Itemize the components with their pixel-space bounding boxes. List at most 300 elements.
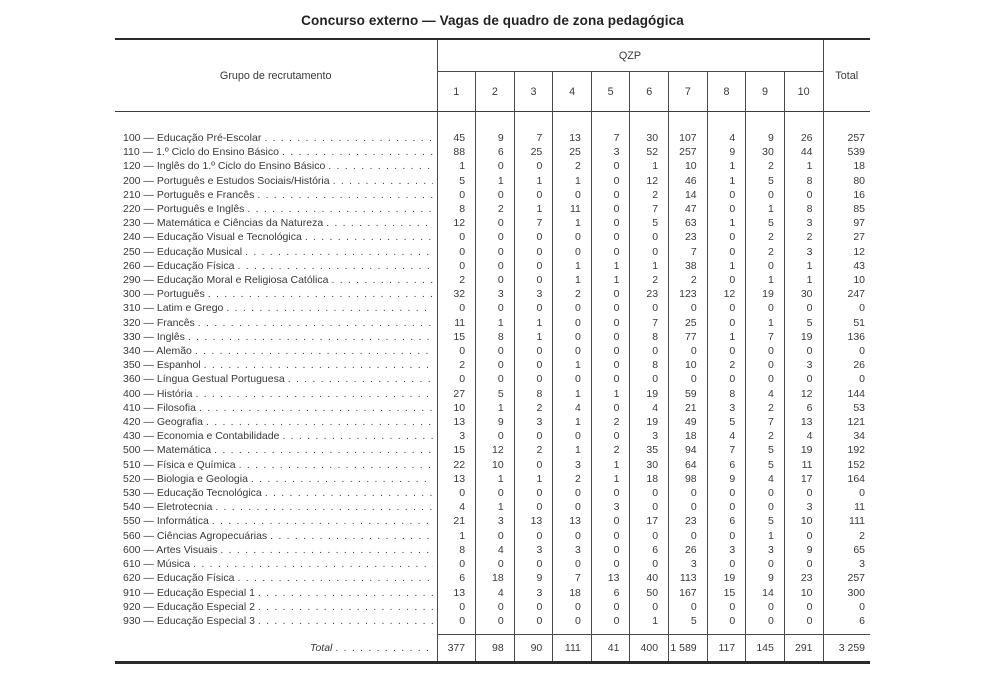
cell-qzp-6: 0 — [630, 500, 669, 514]
row-label-text: 910 — Educação Especial 1 — [123, 586, 255, 599]
row-label-text: 240 — Educação Visual e Tecnológica — [123, 231, 302, 244]
cell-qzp-8: 0 — [707, 273, 746, 287]
total-header: Total — [823, 39, 870, 112]
row-label — [115, 344, 437, 358]
cell-qzp-10: 0 — [784, 372, 823, 386]
cell-qzp-2: 9 — [476, 415, 515, 429]
spacer-cell-qzp-2 — [476, 112, 515, 132]
dot-leader — [244, 202, 432, 216]
cell-qzp-8: 4 — [707, 429, 746, 443]
cell-qzp-10: 0 — [784, 486, 823, 500]
cell-qzp-6: 2 — [630, 188, 669, 202]
cell-qzp-2: 1 — [476, 316, 515, 330]
cell-qzp-8: 5 — [707, 415, 746, 429]
row-label — [115, 543, 437, 557]
cell-qzp-6: 18 — [630, 472, 669, 486]
row-label — [115, 145, 437, 159]
cell-qzp-7: 5 — [669, 614, 708, 628]
table-row — [115, 372, 870, 386]
row-label-text: 230 — Matemática e Ciências da Natureza — [123, 217, 324, 230]
cell-qzp-5: 0 — [591, 543, 630, 557]
cell-qzp-4: 0 — [553, 486, 592, 500]
cell-qzp-4: 2 — [553, 287, 592, 301]
cell-qzp-1: 1 — [437, 529, 476, 543]
cell-qzp-2: 12 — [476, 443, 515, 457]
cell-total: 10 — [823, 273, 870, 287]
cell-qzp-9: 0 — [746, 614, 785, 628]
cell-qzp-8: 0 — [707, 557, 746, 571]
table-row — [115, 287, 870, 301]
cell-qzp-5: 7 — [591, 131, 630, 145]
cell-qzp-1: 4 — [437, 500, 476, 514]
cell-qzp-10: 3 — [784, 358, 823, 372]
cell-qzp-2: 0 — [476, 557, 515, 571]
dot-leader — [285, 372, 433, 386]
cell-qzp-4: 1 — [553, 415, 592, 429]
table-row — [115, 429, 870, 443]
row-label-text: 110 — 1.º Ciclo do Ensino Básico — [123, 146, 279, 159]
dot-leader — [330, 174, 433, 188]
spacer-cell-qzp-8 — [707, 112, 746, 132]
cell-qzp-1: 22 — [437, 458, 476, 472]
row-label-text: 120 — Inglês do 1.º Ciclo do Ensino Básico — [123, 160, 326, 173]
cell-qzp-9: 19 — [746, 287, 785, 301]
table-row — [115, 543, 870, 557]
total-cell-qzp-7: 1 589 — [669, 635, 708, 663]
cell-qzp-3: 0 — [514, 614, 553, 628]
row-label-text: 520 — Biologia e Geologia — [123, 472, 248, 485]
table-row — [115, 202, 870, 216]
row-label — [115, 387, 437, 401]
cell-qzp-5: 1 — [591, 259, 630, 273]
cell-qzp-9: 5 — [746, 216, 785, 230]
cell-qzp-3: 0 — [514, 600, 553, 614]
cell-qzp-3: 0 — [514, 529, 553, 543]
cell-qzp-8: 0 — [707, 245, 746, 259]
cell-qzp-9: 0 — [746, 344, 785, 358]
cell-qzp-6: 30 — [630, 458, 669, 472]
cell-qzp-5: 0 — [591, 600, 630, 614]
cell-qzp-2: 5 — [476, 387, 515, 401]
cell-qzp-4: 0 — [553, 614, 592, 628]
dot-leader — [328, 273, 432, 287]
cell-qzp-9: 30 — [746, 145, 785, 159]
row-label-text: 420 — Geografia — [123, 416, 203, 429]
row-label-text: 350 — Espanhol — [123, 359, 201, 372]
cell-qzp-8: 15 — [707, 586, 746, 600]
qzp-col-header-6: 6 — [630, 72, 669, 112]
cell-qzp-10: 4 — [784, 429, 823, 443]
cell-qzp-5: 0 — [591, 330, 630, 344]
cell-qzp-6: 23 — [630, 287, 669, 301]
cell-qzp-8: 0 — [707, 614, 746, 628]
cell-total: 26 — [823, 358, 870, 372]
cell-qzp-7: 257 — [669, 145, 708, 159]
group-header: Grupo de recrutamento — [115, 39, 437, 112]
dot-leader — [248, 472, 433, 486]
cell-total: 192 — [823, 443, 870, 457]
table-row — [115, 614, 870, 628]
cell-qzp-8: 4 — [707, 131, 746, 145]
cell-qzp-10: 19 — [784, 330, 823, 344]
dot-leader — [255, 614, 433, 628]
cell-qzp-10: 3 — [784, 500, 823, 514]
cell-qzp-10: 0 — [784, 557, 823, 571]
cell-qzp-4: 2 — [553, 159, 592, 173]
cell-qzp-9: 1 — [746, 529, 785, 543]
cell-qzp-10: 3 — [784, 216, 823, 230]
table-row — [115, 401, 870, 415]
cell-qzp-3: 3 — [514, 287, 553, 301]
cell-qzp-4: 1 — [553, 216, 592, 230]
cell-qzp-3: 0 — [514, 429, 553, 443]
spacer-cell-qzp-10 — [784, 112, 823, 132]
cell-total: 85 — [823, 202, 870, 216]
cell-qzp-10: 17 — [784, 472, 823, 486]
row-label-text: 310 — Latim e Grego — [123, 302, 224, 315]
cell-qzp-2: 1 — [476, 500, 515, 514]
total-cell-qzp-5: 41 — [591, 635, 630, 663]
cell-qzp-2: 0 — [476, 600, 515, 614]
cell-qzp-6: 12 — [630, 174, 669, 188]
cell-qzp-3: 7 — [514, 131, 553, 145]
cell-qzp-1: 0 — [437, 188, 476, 202]
spacer-top — [115, 112, 870, 132]
cell-qzp-7: 10 — [669, 358, 708, 372]
cell-qzp-9: 2 — [746, 245, 785, 259]
cell-qzp-10: 12 — [784, 387, 823, 401]
cell-qzp-8: 19 — [707, 571, 746, 585]
cell-qzp-3: 9 — [514, 571, 553, 585]
cell-qzp-10: 6 — [784, 401, 823, 415]
row-label — [115, 557, 437, 571]
total-cell-qzp-2: 98 — [476, 635, 515, 663]
cell-qzp-8: 1 — [707, 216, 746, 230]
row-label — [115, 571, 437, 585]
cell-qzp-2: 0 — [476, 429, 515, 443]
row-label-text: 550 — Informática — [123, 515, 209, 528]
row-label — [115, 443, 437, 457]
table-row — [115, 216, 870, 230]
cell-qzp-7: 3 — [669, 557, 708, 571]
cell-qzp-8: 3 — [707, 401, 746, 415]
row-label — [115, 131, 437, 145]
cell-qzp-8: 9 — [707, 145, 746, 159]
cell-qzp-7: 63 — [669, 216, 708, 230]
table-row — [115, 529, 870, 543]
cell-qzp-2: 1 — [476, 401, 515, 415]
table-row — [115, 571, 870, 585]
cell-qzp-4: 1 — [553, 174, 592, 188]
dot-leader — [223, 301, 432, 315]
cell-qzp-10: 0 — [784, 188, 823, 202]
row-label-text: 300 — Português — [123, 288, 205, 301]
cell-qzp-2: 1 — [476, 174, 515, 188]
row-label — [115, 245, 437, 259]
cell-qzp-8: 6 — [707, 458, 746, 472]
cell-qzp-10: 44 — [784, 145, 823, 159]
cell-qzp-3: 3 — [514, 415, 553, 429]
row-label-text: 920 — Educação Especial 2 — [123, 600, 255, 613]
dot-leader — [212, 500, 432, 514]
cell-qzp-6: 0 — [630, 344, 669, 358]
cell-qzp-10: 30 — [784, 287, 823, 301]
cell-qzp-10: 1 — [784, 259, 823, 273]
row-label — [115, 273, 437, 287]
cell-qzp-1: 8 — [437, 543, 476, 557]
cell-total: 65 — [823, 543, 870, 557]
cell-qzp-9: 3 — [746, 543, 785, 557]
cell-total: 51 — [823, 316, 870, 330]
row-label — [115, 188, 437, 202]
cell-qzp-3: 0 — [514, 245, 553, 259]
row-label-text: 290 — Educação Moral e Religiosa Católica — [123, 274, 329, 287]
cell-qzp-8: 3 — [707, 543, 746, 557]
qzp-col-header-9: 9 — [746, 72, 785, 112]
row-label — [115, 159, 437, 173]
cell-qzp-10: 13 — [784, 415, 823, 429]
cell-qzp-7: 0 — [669, 600, 708, 614]
cell-qzp-1: 0 — [437, 486, 476, 500]
cell-qzp-8: 0 — [707, 202, 746, 216]
row-label-text: 560 — Ciências Agropecuárias — [123, 529, 268, 542]
row-label — [115, 301, 437, 315]
row-label-text: 200 — Português e Estudos Sociais/História — [123, 174, 330, 187]
cell-total: 257 — [823, 131, 870, 145]
total-cell-qzp-4: 111 — [553, 635, 592, 663]
dot-leader — [267, 529, 432, 543]
cell-qzp-3: 1 — [514, 472, 553, 486]
cell-qzp-2: 0 — [476, 216, 515, 230]
cell-qzp-8: 2 — [707, 358, 746, 372]
cell-qzp-4: 0 — [553, 429, 592, 443]
row-label — [115, 216, 437, 230]
cell-qzp-4: 1 — [553, 259, 592, 273]
total-cell-qzp-9: 145 — [746, 635, 785, 663]
cell-qzp-4: 0 — [553, 500, 592, 514]
cell-qzp-4: 0 — [553, 529, 592, 543]
row-label — [115, 287, 437, 301]
dot-leader — [192, 344, 433, 358]
cell-qzp-9: 2 — [746, 230, 785, 244]
cell-qzp-7: 21 — [669, 401, 708, 415]
total-cell-qzp-8: 117 — [707, 635, 746, 663]
cell-total: 164 — [823, 472, 870, 486]
cell-qzp-10: 0 — [784, 344, 823, 358]
row-label-text: 930 — Educação Especial 3 — [123, 614, 255, 627]
cell-total: 43 — [823, 259, 870, 273]
cell-qzp-5: 0 — [591, 301, 630, 315]
cell-qzp-3: 0 — [514, 259, 553, 273]
cell-qzp-1: 15 — [437, 330, 476, 344]
cell-qzp-3: 0 — [514, 159, 553, 173]
cell-total: 111 — [823, 514, 870, 528]
cell-total: 27 — [823, 230, 870, 244]
cell-qzp-2: 0 — [476, 273, 515, 287]
cell-qzp-3: 1 — [514, 174, 553, 188]
cell-qzp-1: 13 — [437, 586, 476, 600]
cell-qzp-4: 0 — [553, 344, 592, 358]
qzp-col-header-1: 1 — [437, 72, 476, 112]
total-cell-qzp-6: 400 — [630, 635, 669, 663]
cell-qzp-3: 1 — [514, 330, 553, 344]
cell-qzp-5: 2 — [591, 443, 630, 457]
cell-total: 18 — [823, 159, 870, 173]
dot-leader — [261, 131, 432, 145]
row-label — [115, 316, 437, 330]
row-label — [115, 401, 437, 415]
row-label — [115, 529, 437, 543]
cell-qzp-3: 0 — [514, 557, 553, 571]
cell-qzp-8: 8 — [707, 387, 746, 401]
row-label — [115, 614, 437, 628]
cell-qzp-8: 6 — [707, 514, 746, 528]
cell-qzp-3: 0 — [514, 358, 553, 372]
dot-leader — [325, 159, 432, 173]
row-label — [115, 586, 437, 600]
row-label — [115, 472, 437, 486]
cell-qzp-1: 0 — [437, 259, 476, 273]
cell-qzp-2: 4 — [476, 543, 515, 557]
total-row-label — [115, 635, 437, 663]
cell-qzp-5: 0 — [591, 514, 630, 528]
cell-qzp-10: 19 — [784, 443, 823, 457]
cell-qzp-5: 1 — [591, 472, 630, 486]
cell-qzp-6: 3 — [630, 429, 669, 443]
row-label — [115, 202, 437, 216]
row-label-text: 210 — Português e Francês — [123, 188, 255, 201]
cell-qzp-4: 0 — [553, 600, 592, 614]
cell-qzp-6: 52 — [630, 145, 669, 159]
cell-qzp-2: 0 — [476, 344, 515, 358]
cell-qzp-10: 3 — [784, 245, 823, 259]
spacer-cell-qzp-9 — [746, 112, 785, 132]
row-label — [115, 600, 437, 614]
dot-leader — [236, 458, 433, 472]
cell-qzp-8: 9 — [707, 472, 746, 486]
dot-leader — [195, 316, 433, 330]
row-label — [115, 458, 437, 472]
cell-qzp-7: 113 — [669, 571, 708, 585]
row-label-text: 540 — Eletrotecnia — [123, 501, 213, 514]
cell-qzp-2: 0 — [476, 372, 515, 386]
cell-qzp-1: 27 — [437, 387, 476, 401]
cell-qzp-1: 2 — [437, 358, 476, 372]
cell-total: 0 — [823, 372, 870, 386]
cell-qzp-2: 0 — [476, 159, 515, 173]
cell-qzp-7: 47 — [669, 202, 708, 216]
cell-qzp-1: 0 — [437, 557, 476, 571]
cell-qzp-1: 1 — [437, 159, 476, 173]
row-label-text: 400 — História — [123, 387, 193, 400]
dot-leader — [209, 514, 433, 528]
spacer-cell-qzp-1 — [437, 112, 476, 132]
dot-leader — [205, 287, 433, 301]
spacer-cell-qzp-4 — [553, 112, 592, 132]
qzp-col-header-4: 4 — [553, 72, 592, 112]
cell-qzp-3: 0 — [514, 372, 553, 386]
cell-qzp-10: 8 — [784, 202, 823, 216]
cell-qzp-4: 1 — [553, 358, 592, 372]
cell-qzp-5: 3 — [591, 145, 630, 159]
qzp-vacancies-table — [115, 38, 870, 664]
cell-qzp-7: 77 — [669, 330, 708, 344]
cell-qzp-6: 4 — [630, 401, 669, 415]
row-label-text: 500 — Matemática — [123, 444, 212, 457]
cell-qzp-5: 0 — [591, 344, 630, 358]
cell-qzp-5: 1 — [591, 273, 630, 287]
cell-qzp-3: 0 — [514, 500, 553, 514]
table-row — [115, 415, 870, 429]
cell-qzp-8: 1 — [707, 159, 746, 173]
cell-qzp-3: 1 — [514, 316, 553, 330]
row-label-text: 220 — Português e Inglês — [123, 203, 245, 216]
cell-qzp-4: 1 — [553, 443, 592, 457]
page-title: Concurso externo — Vagas de quadro de zona pedagógica — [301, 13, 684, 28]
cell-qzp-2: 10 — [476, 458, 515, 472]
cell-qzp-2: 3 — [476, 287, 515, 301]
cell-qzp-10: 8 — [784, 174, 823, 188]
cell-qzp-6: 8 — [630, 358, 669, 372]
cell-total: 97 — [823, 216, 870, 230]
cell-qzp-4: 13 — [553, 514, 592, 528]
row-label-text: 620 — Educação Física — [123, 572, 235, 585]
cell-qzp-6: 7 — [630, 202, 669, 216]
cell-total: 257 — [823, 571, 870, 585]
cell-qzp-5: 0 — [591, 557, 630, 571]
cell-qzp-8: 0 — [707, 344, 746, 358]
cell-total: 136 — [823, 330, 870, 344]
cell-qzp-4: 3 — [553, 543, 592, 557]
cell-qzp-10: 23 — [784, 571, 823, 585]
cell-qzp-7: 98 — [669, 472, 708, 486]
cell-qzp-7: 7 — [669, 245, 708, 259]
cell-qzp-1: 2 — [437, 273, 476, 287]
row-label — [115, 429, 437, 443]
cell-qzp-6: 2 — [630, 273, 669, 287]
cell-qzp-10: 9 — [784, 543, 823, 557]
table-row — [115, 273, 870, 287]
cell-qzp-8: 0 — [707, 230, 746, 244]
cell-qzp-6: 19 — [630, 387, 669, 401]
cell-qzp-9: 5 — [746, 174, 785, 188]
cell-qzp-1: 32 — [437, 287, 476, 301]
table-row — [115, 145, 870, 159]
cell-qzp-6: 50 — [630, 586, 669, 600]
cell-qzp-9: 7 — [746, 415, 785, 429]
cell-qzp-7: 2 — [669, 273, 708, 287]
cell-qzp-8: 0 — [707, 316, 746, 330]
cell-qzp-10: 0 — [784, 529, 823, 543]
cell-qzp-5: 0 — [591, 230, 630, 244]
dot-leader — [255, 586, 433, 600]
cell-qzp-1: 8 — [437, 202, 476, 216]
cell-qzp-7: 59 — [669, 387, 708, 401]
cell-qzp-5: 0 — [591, 401, 630, 415]
spacer-cell-total — [823, 112, 870, 132]
total-cell-total: 3 259 — [823, 635, 870, 663]
dot-leader — [332, 642, 432, 654]
spacer-cell-qzp-6 — [630, 112, 669, 132]
cell-qzp-4: 0 — [553, 230, 592, 244]
cell-qzp-1: 13 — [437, 472, 476, 486]
cell-qzp-7: 0 — [669, 529, 708, 543]
cell-qzp-4: 0 — [553, 316, 592, 330]
cell-qzp-9: 0 — [746, 557, 785, 571]
cell-qzp-8: 1 — [707, 330, 746, 344]
cell-qzp-7: 0 — [669, 486, 708, 500]
dot-leader — [185, 330, 433, 344]
